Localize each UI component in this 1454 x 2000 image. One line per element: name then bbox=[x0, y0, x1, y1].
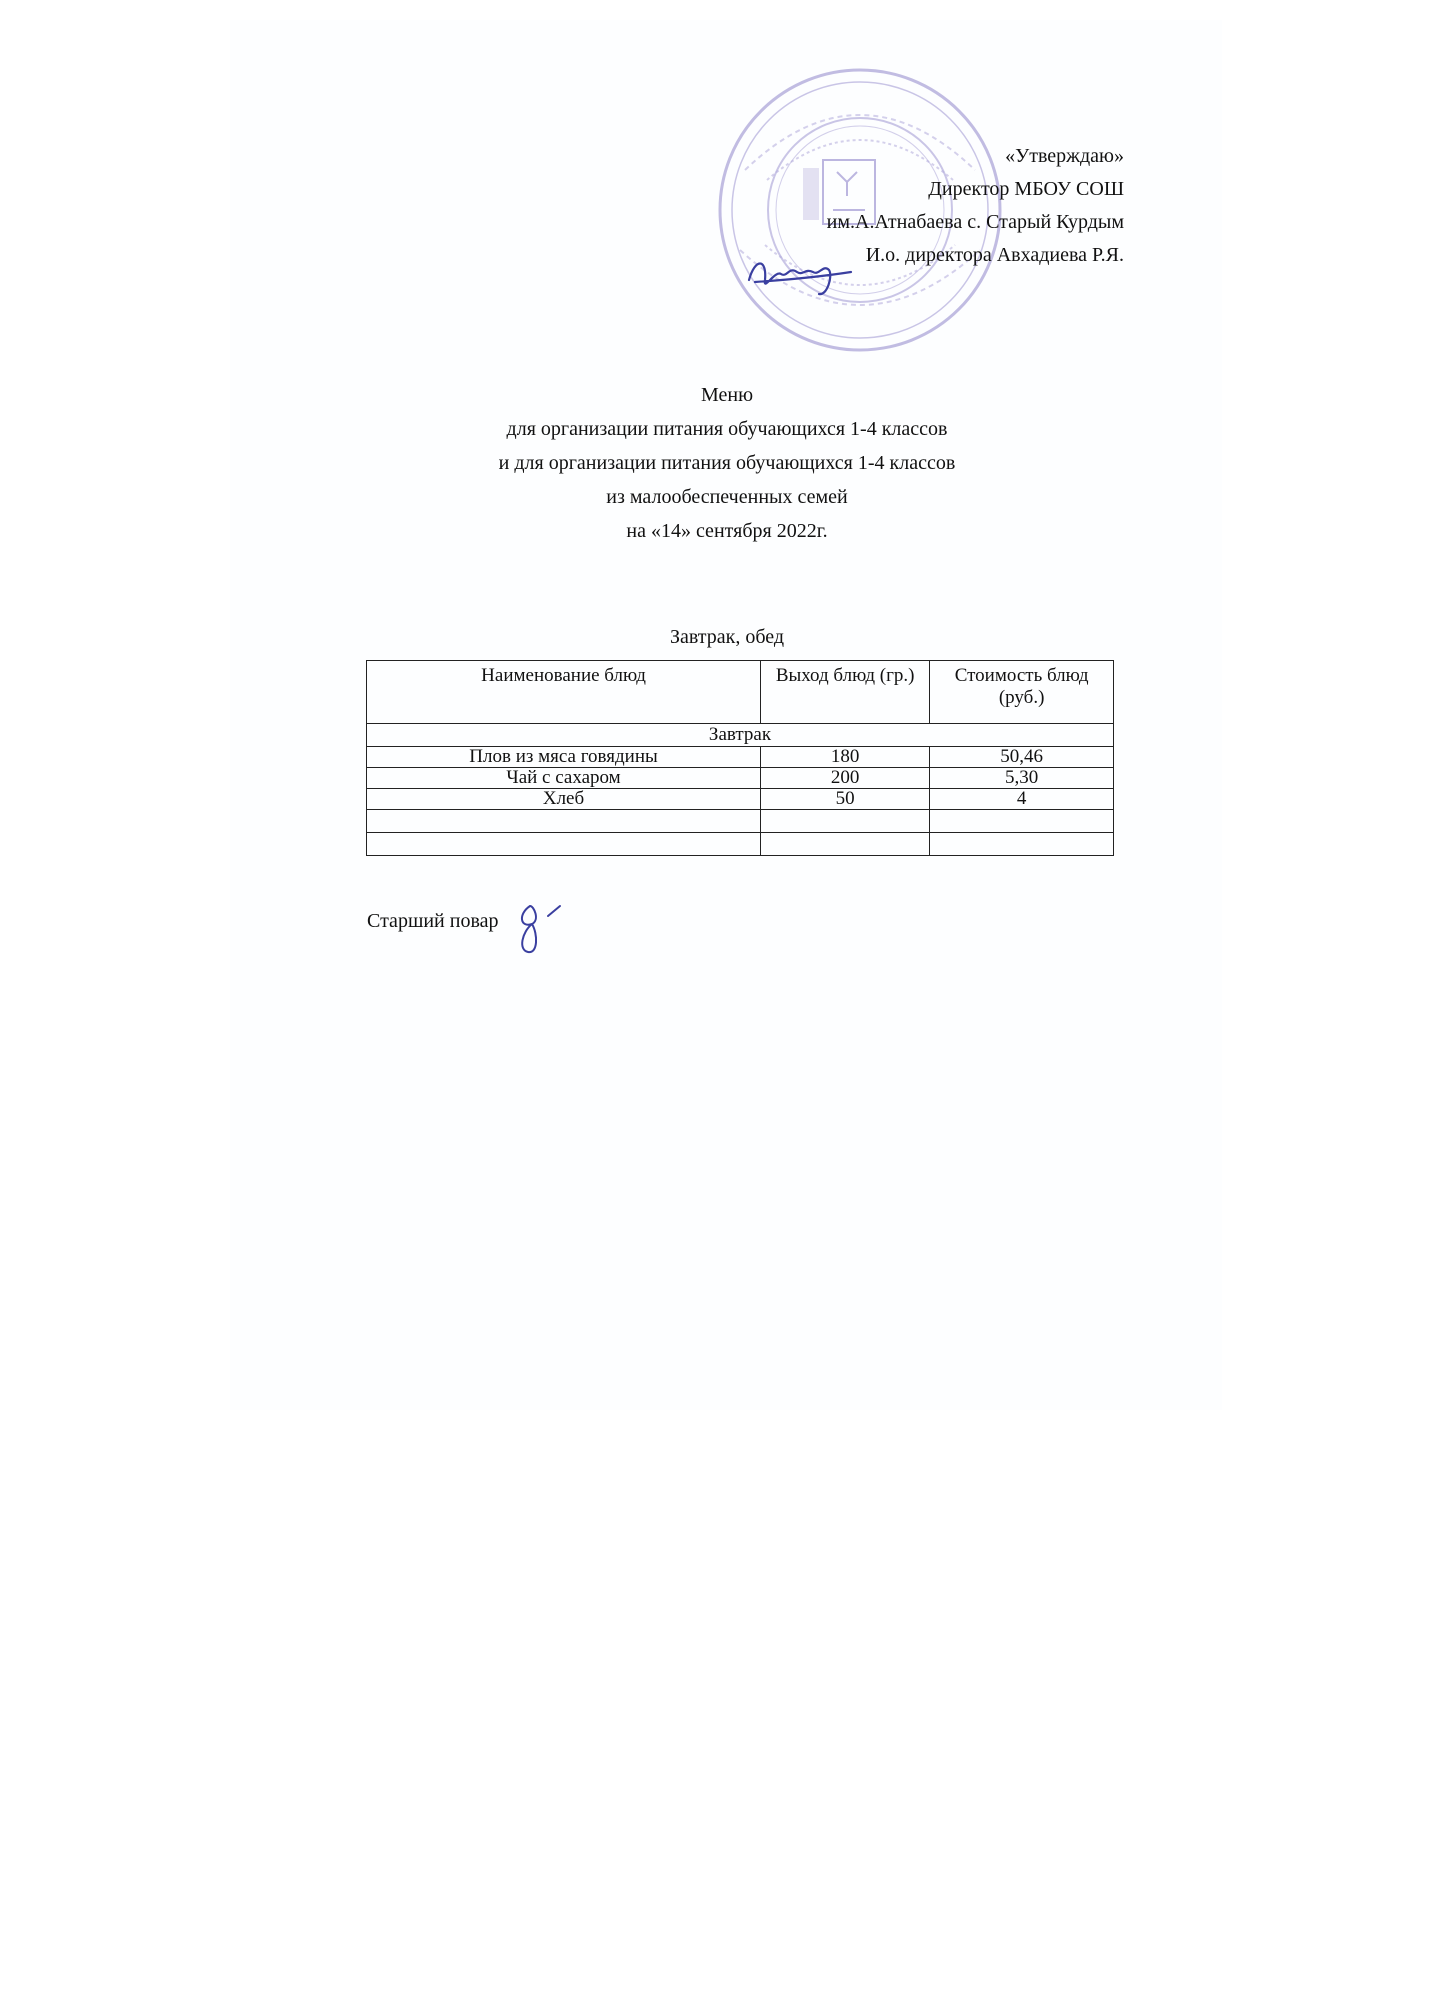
empty-cell bbox=[761, 810, 930, 833]
table-row bbox=[367, 747, 1114, 768]
header-price: Стоимость блюд (руб.) bbox=[930, 661, 1114, 724]
section-label: Завтрак bbox=[367, 724, 1114, 747]
table-section-row bbox=[367, 724, 1114, 747]
table-header-row bbox=[367, 661, 1114, 724]
dish-price: 4 bbox=[930, 789, 1114, 810]
approval-position: Директор МБОУ СОШ bbox=[928, 178, 1124, 200]
header-weight: Выход блюд (гр.) bbox=[761, 661, 930, 724]
head-cook-label: Старший повар bbox=[367, 910, 499, 932]
dish-weight: 50 bbox=[761, 789, 930, 810]
meal-title: Завтрак, обед bbox=[669, 626, 785, 648]
empty-cell bbox=[367, 810, 761, 833]
cook-signature bbox=[508, 898, 578, 958]
empty-cell bbox=[930, 810, 1114, 833]
table-row bbox=[367, 768, 1114, 789]
approval-director-name: И.о. директора Авхадиева Р.Я. bbox=[865, 244, 1124, 266]
empty-cell bbox=[930, 833, 1114, 856]
dish-price: 5,30 bbox=[930, 768, 1114, 789]
approval-heading: «Утверждаю» bbox=[1005, 145, 1124, 167]
empty-cell bbox=[761, 833, 930, 856]
empty-cell bbox=[367, 833, 761, 856]
approval-school: им.А.Атнабаева с. Старый Курдым bbox=[826, 211, 1124, 233]
menu-subtitle-3: из малообеспеченных семей bbox=[606, 486, 848, 508]
menu-heading bbox=[0, 378, 1454, 548]
approval-block bbox=[827, 140, 1124, 272]
menu-date: на «14» сентября 2022г. bbox=[626, 520, 828, 542]
menu-title: Меню bbox=[700, 384, 754, 406]
dish-weight: 180 bbox=[761, 747, 930, 768]
menu-subtitle-2: и для организации питания обучающихся 1-4 классов bbox=[498, 452, 956, 474]
table-row-empty bbox=[367, 833, 1114, 856]
dish-price: 50,46 bbox=[930, 747, 1114, 768]
menu-subtitle-1: для организации питания обучающихся 1-4 классов bbox=[506, 418, 948, 440]
table-row bbox=[367, 789, 1114, 810]
dish-name: Плов из мяса говядины bbox=[367, 747, 761, 768]
table-row-empty bbox=[367, 810, 1114, 833]
dish-weight: 200 bbox=[761, 768, 930, 789]
header-dish-name: Наименование блюд bbox=[367, 661, 761, 724]
dish-name: Хлеб bbox=[367, 789, 761, 810]
menu-table bbox=[366, 660, 1114, 856]
dish-name: Чай с сахаром bbox=[367, 768, 761, 789]
